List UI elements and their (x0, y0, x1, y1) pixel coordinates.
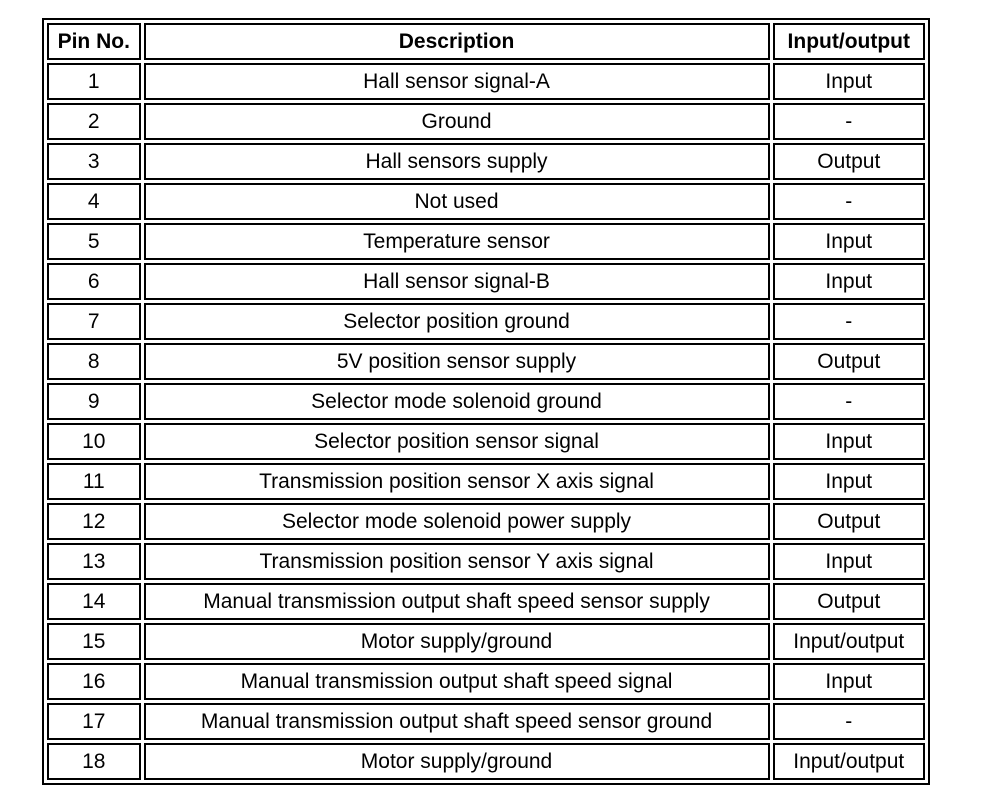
table-row (47, 343, 925, 380)
cell-input-output: - (773, 703, 925, 740)
table-row (47, 103, 925, 140)
cell-description: Selector mode solenoid power supply (144, 503, 770, 540)
cell-description: Motor supply/ground (144, 743, 770, 780)
cell-description: Selector position sensor signal (144, 423, 770, 460)
cell-input-output: - (773, 183, 925, 220)
cell-description: Selector mode solenoid ground (144, 383, 770, 420)
cell-pin-no: 4 (47, 183, 141, 220)
table-row (47, 423, 925, 460)
cell-pin-no: 2 (47, 103, 141, 140)
table-body (47, 63, 925, 780)
cell-input-output: - (773, 383, 925, 420)
cell-description: Manual transmission output shaft speed sensor supply (144, 583, 770, 620)
cell-description: Hall sensor signal-A (144, 63, 770, 100)
cell-description: Manual transmission output shaft speed signal (144, 663, 770, 700)
cell-description: Hall sensor signal-B (144, 263, 770, 300)
cell-pin-no: 9 (47, 383, 141, 420)
cell-description: Manual transmission output shaft speed sensor ground (144, 703, 770, 740)
cell-pin-no: 7 (47, 303, 141, 340)
cell-input-output: Input (773, 543, 925, 580)
table-row (47, 183, 925, 220)
cell-input-output: Input (773, 63, 925, 100)
table-row (47, 583, 925, 620)
table-row (47, 383, 925, 420)
table-row (47, 543, 925, 580)
header-input-output: Input/output (773, 23, 925, 60)
cell-input-output: Input (773, 423, 925, 460)
table-row (47, 263, 925, 300)
cell-pin-no: 18 (47, 743, 141, 780)
cell-input-output: Output (773, 143, 925, 180)
cell-pin-no: 15 (47, 623, 141, 660)
cell-pin-no: 3 (47, 143, 141, 180)
cell-input-output: - (773, 303, 925, 340)
table-row (47, 663, 925, 700)
cell-input-output: Output (773, 583, 925, 620)
cell-pin-no: 6 (47, 263, 141, 300)
table-row (47, 63, 925, 100)
cell-input-output: Input (773, 663, 925, 700)
table-row (47, 463, 925, 500)
cell-input-output: Input/output (773, 743, 925, 780)
table-row (47, 503, 925, 540)
table-row (47, 303, 925, 340)
cell-input-output: Output (773, 343, 925, 380)
table-row (47, 143, 925, 180)
pin-assignment-table (42, 18, 930, 785)
cell-input-output: - (773, 103, 925, 140)
cell-pin-no: 13 (47, 543, 141, 580)
cell-pin-no: 16 (47, 663, 141, 700)
cell-pin-no: 8 (47, 343, 141, 380)
cell-description: Hall sensors supply (144, 143, 770, 180)
cell-input-output: Input/output (773, 623, 925, 660)
cell-input-output: Input (773, 223, 925, 260)
cell-description: Selector position ground (144, 303, 770, 340)
cell-description: Not used (144, 183, 770, 220)
header-description: Description (144, 23, 770, 60)
cell-pin-no: 1 (47, 63, 141, 100)
table-row (47, 703, 925, 740)
table-row (47, 223, 925, 260)
cell-description: Motor supply/ground (144, 623, 770, 660)
cell-input-output: Input (773, 463, 925, 500)
header-pin-no: Pin No. (47, 23, 141, 60)
cell-pin-no: 11 (47, 463, 141, 500)
cell-input-output: Input (773, 263, 925, 300)
header-row (47, 23, 925, 60)
cell-description: 5V position sensor supply (144, 343, 770, 380)
cell-description: Transmission position sensor X axis signal (144, 463, 770, 500)
table-row (47, 623, 925, 660)
cell-input-output: Output (773, 503, 925, 540)
cell-pin-no: 17 (47, 703, 141, 740)
cell-pin-no: 5 (47, 223, 141, 260)
cell-description: Transmission position sensor Y axis signal (144, 543, 770, 580)
cell-description: Ground (144, 103, 770, 140)
cell-description: Temperature sensor (144, 223, 770, 260)
cell-pin-no: 10 (47, 423, 141, 460)
cell-pin-no: 12 (47, 503, 141, 540)
cell-pin-no: 14 (47, 583, 141, 620)
table-row (47, 743, 925, 780)
